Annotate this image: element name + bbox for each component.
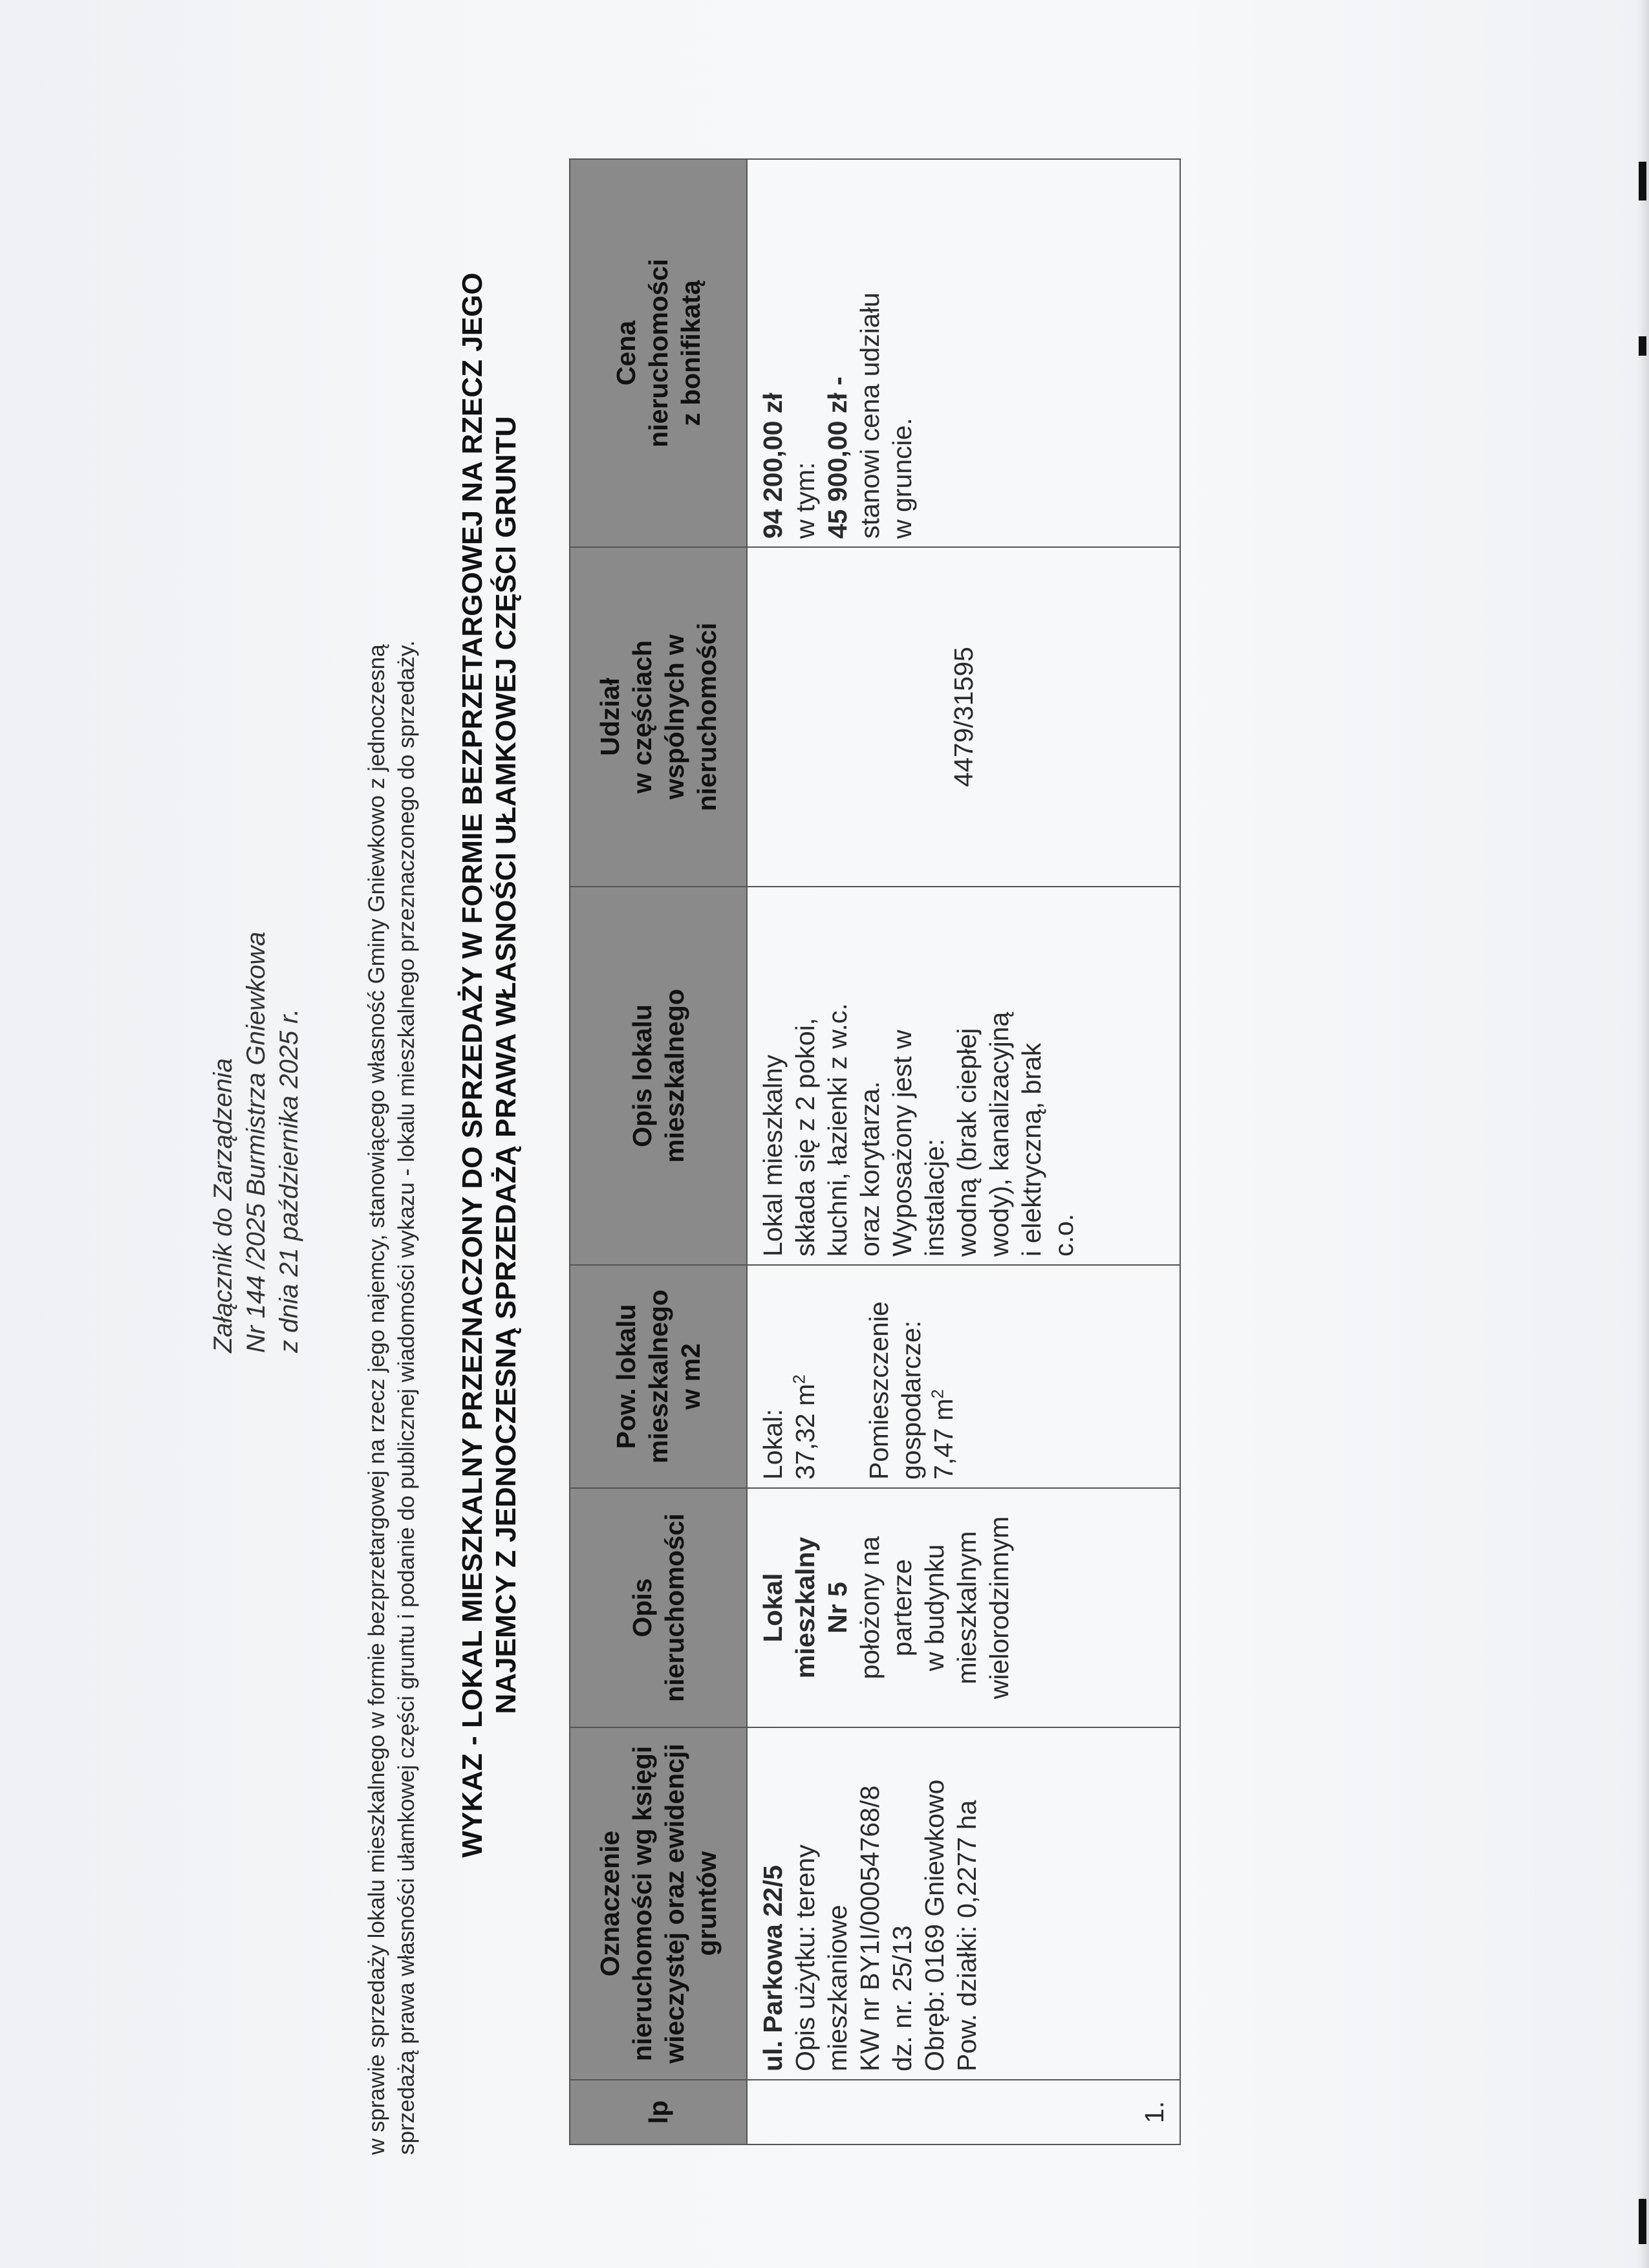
header-text: wspólnych w	[660, 634, 689, 800]
cell-powierzchnia	[747, 1265, 1180, 1488]
header-cena	[570, 159, 747, 547]
header-text: lp	[643, 2100, 673, 2124]
cell-lp	[747, 2080, 1180, 2144]
cell-opis-lokalu	[747, 887, 1180, 1265]
cell-text: Opis użytku: tereny	[790, 1844, 820, 2071]
cell-text: stanowi cena udziału	[855, 292, 885, 539]
annex-line: Załącznik do Zarządzenia	[209, 1058, 237, 1353]
cell-cena	[747, 159, 1180, 547]
intro-line: sprzedażą prawa własności ułamkowej części gruntu i podanie do publicznej wiadomości wykazu - lokalu mieszkalnego przeznaczonego do sprzedaży.	[394, 640, 419, 2155]
cell-text: i elektryczną, brak	[1017, 1042, 1046, 1257]
annex-line: z dnia 21 października 2025 r.	[275, 1008, 303, 1353]
title-line: WYKAZ - LOKAL MIESZKALNY PRZEZNACZONY DO SPRZEDAŻY W FORMIE BEZPRZETARGOWEJ NA RZECZ JEGO	[457, 272, 488, 1858]
header-text: gruntów	[692, 1851, 722, 1956]
cell-text: mieszkalnym	[952, 1531, 982, 1685]
cell-text: Wyposażony jest w	[887, 1030, 917, 1257]
annex-note	[207, 932, 306, 1353]
header-text: Udział	[595, 678, 625, 756]
unit-superscript: 2	[789, 1374, 809, 1384]
header-text: mieszkalnego	[660, 989, 689, 1163]
cell-opis-nieruchomosci	[747, 1488, 1180, 1727]
cell-text: Pow. działki: 0,2277 ha	[952, 1800, 982, 2071]
header-text: Oznaczenie	[595, 1830, 625, 1977]
spacer	[821, 1273, 863, 1480]
cell-text: położony na	[855, 1536, 885, 1679]
cell-text: w budynku	[920, 1544, 949, 1672]
header-text: Pow. lokalu	[611, 1304, 641, 1449]
header-opis-nieruchomosci	[570, 1488, 747, 1727]
cell-text: w tym:	[790, 462, 820, 539]
cell-text: wody), kanalizacyjną	[984, 1011, 1014, 1257]
header-udzial	[570, 547, 747, 887]
document-title	[456, 160, 523, 1971]
header-text: nieruchomości wg księgi	[627, 1745, 657, 2062]
header-opis-lokalu	[570, 887, 747, 1265]
cell-text: mieszkaniowe	[823, 1905, 852, 2071]
cell-text: 37,32 m	[790, 1383, 820, 1480]
table-header-row	[570, 159, 747, 2144]
header-lp	[570, 2080, 747, 2144]
property-table	[569, 158, 1181, 2145]
cell-text: Obręb: 0169 Gniewkowo	[920, 1779, 949, 2071]
header-text: Opis lokalu	[627, 1004, 657, 1147]
table-row	[747, 159, 1180, 2144]
area-value	[789, 1273, 821, 1480]
cell-text-bold: Nr 5	[823, 1582, 852, 1634]
share-value: 4479/31595	[949, 647, 978, 787]
cell-text: parterze	[887, 1559, 917, 1657]
header-text: nieruchomości	[660, 1513, 689, 1702]
row-number: 1.	[1139, 2101, 1169, 2124]
header-text: w m2	[676, 1343, 706, 1410]
cell-text: wodną (brak ciepłej	[952, 1028, 982, 1257]
title-line: NAJEMCY Z JEDNOCZESNĄ SPRZEDAŻĄ PRAWA WŁASNOŚCI UŁAMKOWEJ CZĘŚCI GRUNTU	[490, 416, 522, 1714]
cell-text: składa się z 2 pokoi,	[790, 1017, 820, 1257]
cell-text: dz. nr. 25/13	[887, 1925, 917, 2071]
cell-text: kuchni, łazienki z w.c.	[823, 1003, 852, 1257]
header-text: nieruchomości	[643, 259, 673, 448]
header-text: Cena	[611, 320, 641, 386]
cell-text: Lokal:	[758, 1409, 788, 1480]
price-land: 45 900,00 zł -	[823, 376, 852, 539]
header-text: wieczystej oraz ewidencji	[660, 1744, 689, 2064]
street-address: ul. Parkowa 22/5	[758, 1864, 788, 2071]
header-text: w częściach	[627, 640, 657, 794]
header-text: nieruchomości	[692, 622, 722, 812]
header-oznaczenie	[570, 1727, 747, 2080]
header-powierzchnia	[570, 1265, 747, 1488]
header-text: mieszkalnego	[643, 1290, 673, 1463]
cell-text: KW nr BY1I/00054768/8	[855, 1785, 885, 2071]
annex-line: Nr 144 /2025 Burmistrza Gniewkowa	[242, 931, 270, 1353]
cell-text: Pomieszczenie	[864, 1301, 894, 1480]
header-text: Opis	[627, 1578, 657, 1637]
unit-superscript: 2	[927, 1389, 947, 1399]
cell-text-bold: Lokal	[758, 1573, 788, 1643]
cell-udzial	[747, 547, 1180, 887]
header-text: z bonifikatą	[676, 280, 706, 426]
cell-text: Lokal mieszkalny	[758, 1054, 788, 1257]
cell-text-bold: mieszkalny	[790, 1537, 820, 1679]
cell-oznaczenie	[747, 1727, 1180, 2080]
cell-text: c.o.	[1049, 1213, 1079, 1257]
cell-text: oraz korytarza.	[855, 1081, 885, 1257]
price-total: 94 200,00 zł	[758, 393, 788, 539]
intro-line: w sprawie sprzedaży lokalu mieszkalnego w formie bezprzetargowej na rzecz jego najemcy, stanowiącego własność Gminy Gniewkowo z jednoczesną	[364, 644, 389, 2155]
cell-text: gospodarcze:	[896, 1320, 926, 1480]
cell-text: instalacje:	[920, 1138, 949, 1257]
cell-text: wielorodzinnym	[984, 1516, 1014, 1700]
area-value	[927, 1273, 960, 1480]
intro-text	[362, 85, 422, 2155]
cell-text: w gruncie.	[887, 418, 917, 539]
cell-text: 7,47 m	[929, 1398, 958, 1480]
